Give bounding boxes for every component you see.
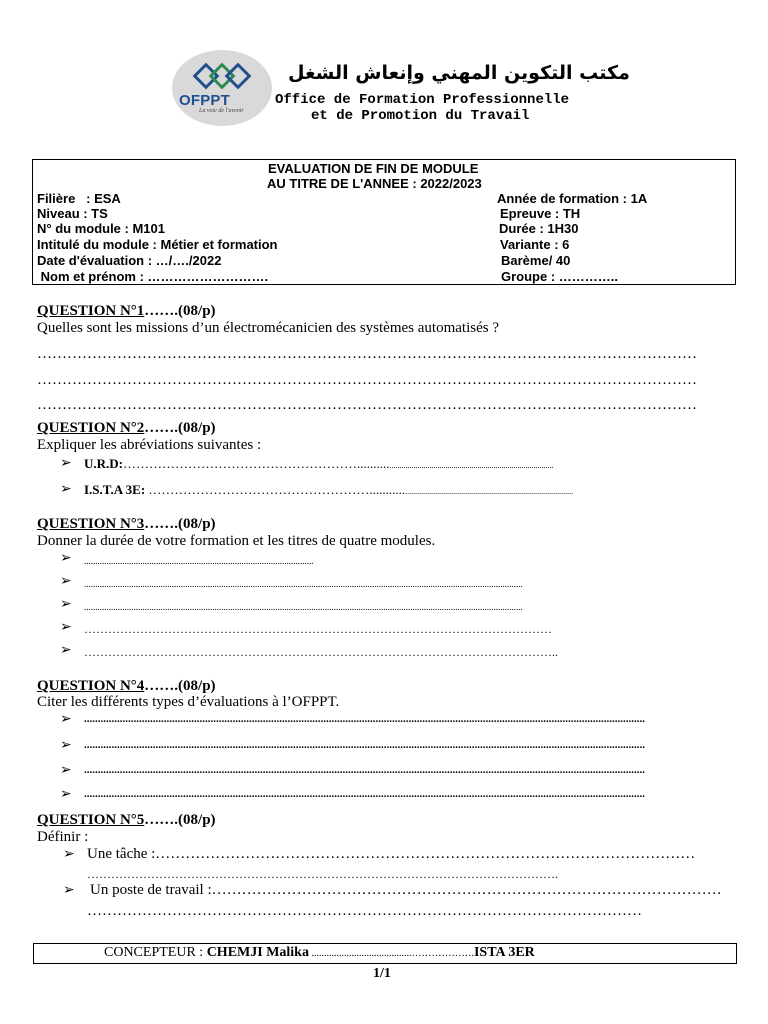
arrow-bullet-icon: ➢ [60, 597, 72, 612]
question-5-points: …….(08/p) [144, 812, 216, 828]
ista-dots: ……………………………………………........... [145, 482, 406, 497]
question-3-points: …….(08/p) [144, 516, 216, 532]
answer-line[interactable]: ……………………………………………………………………………………………………… [84, 622, 552, 636]
question-5-title [37, 812, 216, 829]
question-4-title [37, 678, 216, 695]
arrow-bullet-icon: ➢ [60, 551, 72, 566]
group: Groupe : ………….. [501, 269, 618, 284]
urd-dots: ……………………………………………….......... [123, 456, 390, 471]
answer-line[interactable]: ................................................................................................................................................................................................... [84, 602, 523, 612]
urd-label: U.R.D: [84, 456, 123, 471]
epreuve: Epreuve : TH [500, 206, 581, 221]
school-name: ISTA 3ER [473, 945, 535, 960]
logo-tagline: La voie de l'avenir [199, 108, 244, 114]
question-1-points: …….(08/p) [144, 303, 216, 319]
office-name-line2: et de Promotion du Travail [311, 108, 530, 124]
page-number: 1/1 [373, 966, 391, 981]
logo-oval [172, 50, 272, 126]
question-5-label: QUESTION N°5 [37, 812, 145, 828]
answer-line[interactable]: ...................................................................................................... [84, 556, 314, 566]
arabic-institution-name: مكتب التكوين المهني وإنعاش الشغل [288, 62, 630, 84]
arrow-bullet-icon: ➢ [63, 847, 75, 862]
task-definition-continuation[interactable]: ………………………………………………………………………………………………………. [87, 867, 558, 881]
designer-label: CONCEPTEUR : [104, 945, 207, 960]
training-year: Année de formation : 1A [497, 191, 648, 206]
designer-dots: ........................................………………. [308, 948, 474, 959]
evaluation-date: Date d'évaluation : …/…./2022 [37, 253, 222, 268]
student-name: Nom et prénom : ………………………. [37, 269, 269, 284]
question-5-text: Définir : [37, 829, 89, 845]
variant: Variante : 6 [500, 237, 570, 252]
question-1-label: QUESTION N°1 [37, 303, 145, 319]
duration: Durée : 1H30 [499, 221, 579, 236]
question-3-title [37, 516, 216, 533]
answer-line[interactable]: ............................................................................................................................................................................................................ [84, 788, 645, 800]
answer-line[interactable]: ............................................................................................................................................................................................................ [84, 739, 645, 751]
answer-line[interactable]: ……………………………………………………………………………………………………….. [84, 645, 558, 659]
question-1-text: Quelles sont les missions d’un électromécanicien des systèmes automatisés ? [37, 320, 499, 336]
answer-line[interactable]: …………………………………………………………………………………………………………………… [37, 397, 697, 413]
question-1-title [37, 303, 216, 320]
question-4-points: …….(08/p) [144, 678, 216, 694]
logo-text: OFPPT [179, 92, 231, 109]
question-2-title [37, 420, 216, 437]
arrow-bullet-icon: ➢ [60, 620, 72, 635]
arrow-bullet-icon: ➢ [60, 482, 72, 497]
ista-item[interactable] [84, 482, 573, 498]
question-2-label: QUESTION N°2 [37, 420, 145, 436]
answer-line[interactable]: ................................................................................................................................................................................................... [84, 579, 523, 589]
module-title: Intitulé du module : Métier et formation [37, 237, 278, 252]
answer-line[interactable]: ............................................................................................................................................................................................................ [84, 713, 645, 725]
answer-line[interactable]: …………………………………………………………………………………………………………………… [37, 372, 697, 388]
question-3-label: QUESTION N°3 [37, 516, 145, 532]
arrow-bullet-icon: ➢ [60, 456, 72, 471]
workstation-definition-continuation[interactable]: ………………………………………………………………………………………………… [87, 903, 642, 919]
designer-credit [104, 945, 535, 961]
academic-year: AU TITRE DE L'ANNEE : 2022/2023 [267, 176, 482, 191]
evaluation-title: EVALUATION DE FIN DE MODULE [268, 161, 479, 176]
question-2-points: …….(08/p) [144, 420, 216, 436]
urd-dots-tail: .................................................................................. [389, 461, 554, 470]
office-name-line1: Office de Formation Professionnelle [275, 92, 570, 108]
arrow-bullet-icon: ➢ [63, 883, 75, 898]
question-3-text: Donner la durée de votre formation et les titres de quatre modules. [37, 533, 436, 549]
workstation-definition-line[interactable]: Un poste de travail :………………………………………………………………………………………… [90, 882, 722, 898]
filiere: Filière : ESA [37, 191, 121, 206]
grading-scale: Barème/ 40 [501, 253, 571, 268]
designer-name: CHEMJI Malika [206, 945, 309, 960]
question-4-text: Citer les différents types d’évaluations à l’OFPPT. [37, 694, 340, 710]
module-number: N° du module : M101 [37, 221, 165, 236]
niveau: Niveau : TS [37, 206, 108, 221]
task-definition-line[interactable]: Une tâche :……………………………………………………………………………………………… [87, 846, 696, 862]
question-4-label: QUESTION N°4 [37, 678, 145, 694]
ofppt-logo-icon [172, 50, 272, 126]
question-2-text: Expliquer les abréviations suivantes : [37, 437, 262, 453]
arrow-bullet-icon: ➢ [60, 712, 72, 727]
arrow-bullet-icon: ➢ [60, 787, 72, 802]
urd-item[interactable] [84, 456, 554, 472]
arrow-bullet-icon: ➢ [60, 643, 72, 658]
ista-label: I.S.T.A 3E: [84, 482, 146, 497]
arrow-bullet-icon: ➢ [60, 763, 72, 778]
answer-line[interactable]: ............................................................................................................................................................................................................ [84, 764, 645, 776]
ista-dots-tail: .................................................................................... [405, 487, 574, 496]
arrow-bullet-icon: ➢ [60, 738, 72, 753]
arrow-bullet-icon: ➢ [60, 574, 72, 589]
answer-line[interactable]: …………………………………………………………………………………………………………………… [37, 346, 697, 362]
